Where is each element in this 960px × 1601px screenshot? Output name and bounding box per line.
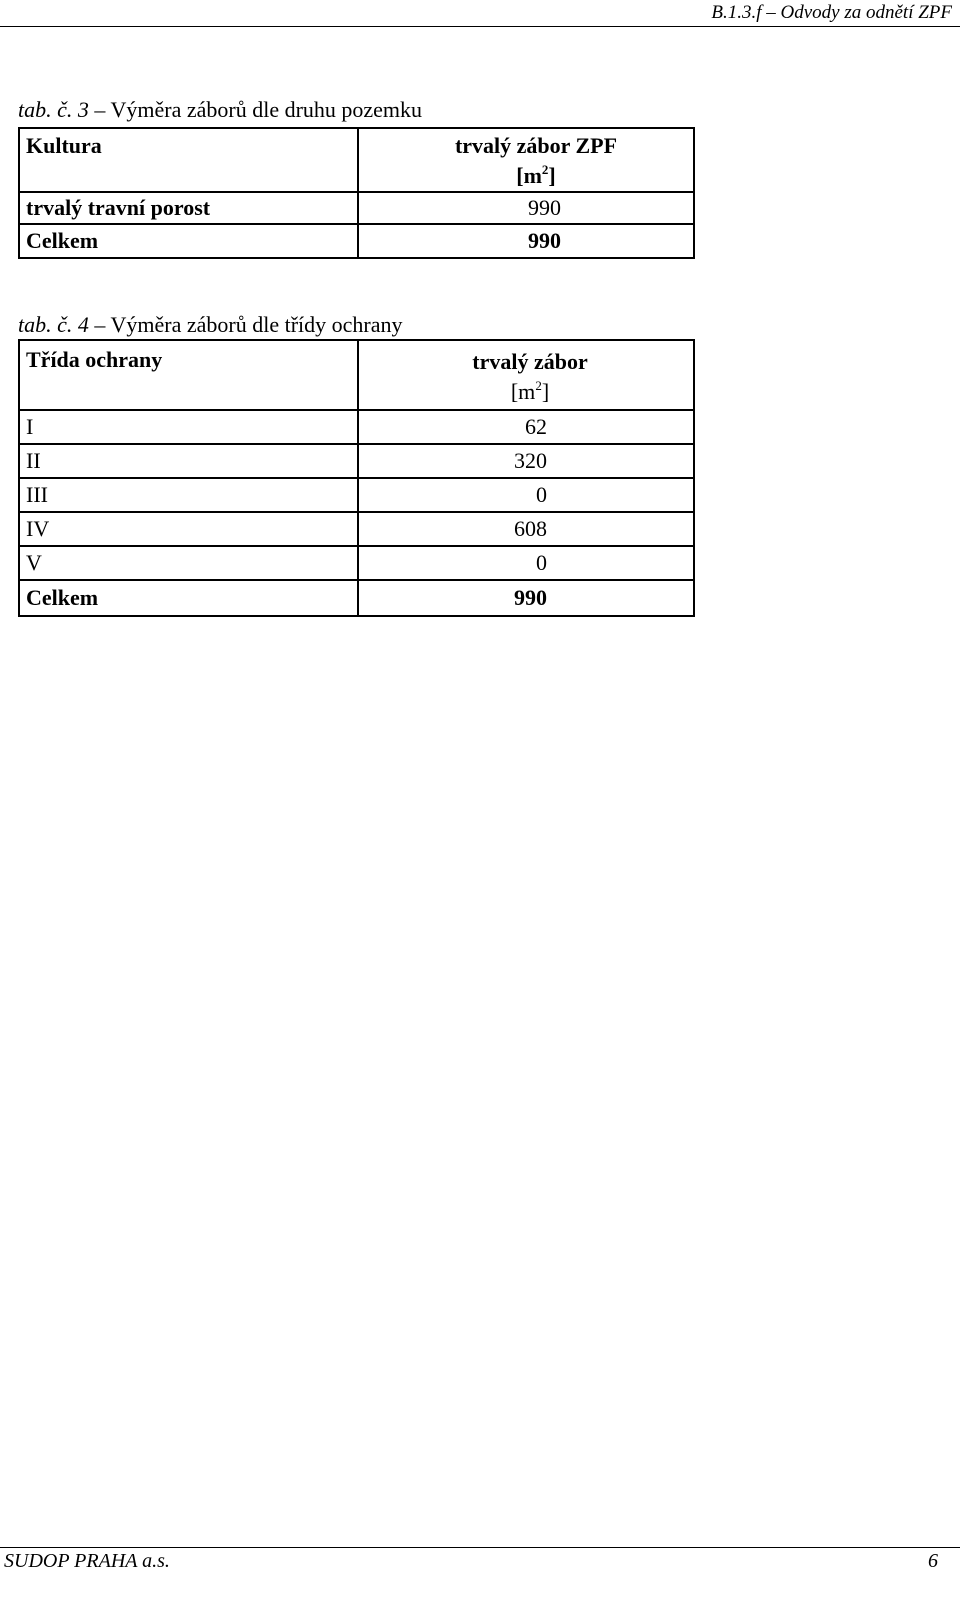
- table4: [18, 339, 695, 617]
- table4-unit-sup: 2: [535, 378, 542, 393]
- footer-company: SUDOP PRAHA a.s.: [4, 1550, 170, 1572]
- table-row: [19, 546, 694, 580]
- table4-row-value: 0: [358, 546, 694, 580]
- table4-row-value: 320: [358, 444, 694, 478]
- table4-col2-header: [358, 340, 694, 410]
- table4-row-value: 608: [358, 512, 694, 546]
- table3-total-row: [19, 224, 694, 258]
- table3-unit-sup: 2: [541, 162, 549, 177]
- table3-unit-prefix: [m: [516, 163, 542, 188]
- table3-col1-header: Kultura: [19, 128, 358, 192]
- table4-row-label: V: [19, 546, 358, 580]
- table4-caption-number: tab. č. 4: [18, 312, 89, 337]
- table3-caption-text: – Výměra záborů dle druhu pozemku: [88, 97, 423, 122]
- table3-col2-header: [358, 128, 694, 192]
- table-row: [19, 478, 694, 512]
- table3-caption-number: tab. č. 3: [18, 97, 89, 122]
- table4-caption: [18, 312, 403, 338]
- table4-row-label: I: [19, 410, 358, 444]
- table4-total-label: Celkem: [19, 580, 358, 616]
- table4-caption-text: – Výměra záborů dle třídy ochrany: [88, 312, 403, 337]
- table4-col2-header-unit: [365, 377, 687, 407]
- table4-header-row: [19, 340, 694, 410]
- table3-row-label: trvalý travní porost: [19, 192, 358, 224]
- table3: [18, 127, 695, 259]
- table-row: [19, 512, 694, 546]
- table3-row-value: 990: [358, 192, 694, 224]
- table-row: [19, 444, 694, 478]
- table3-header-row: [19, 128, 694, 192]
- table4-row-label: IV: [19, 512, 358, 546]
- table3-total-value: 990: [358, 224, 694, 258]
- table4-row-label: III: [19, 478, 358, 512]
- table-row: [19, 410, 694, 444]
- table4-total-value: 990: [358, 580, 694, 616]
- table4-total-row: [19, 580, 694, 616]
- table4-row-value: 0: [358, 478, 694, 512]
- table4-col2-header-title: trvalý zábor: [472, 349, 588, 374]
- table3-total-label: Celkem: [19, 224, 358, 258]
- table3-col2-header-title: trvalý zábor ZPF: [454, 133, 618, 158]
- footer-page-number: 6: [928, 1550, 938, 1572]
- table4-row-label: II: [19, 444, 358, 478]
- table-row: [19, 192, 694, 224]
- page-header: [0, 0, 960, 27]
- page-footer: [0, 1547, 960, 1572]
- table4-row-value: 62: [358, 410, 694, 444]
- table3-caption: [18, 97, 422, 123]
- table3-col2-header-unit: [365, 161, 687, 191]
- table4-unit-prefix: [m: [510, 379, 536, 404]
- table3-unit-suffix: ]: [548, 163, 556, 188]
- table4-col1-header: Třída ochrany: [19, 340, 358, 410]
- table4-unit-suffix: ]: [541, 379, 550, 404]
- header-title: B.1.3.f – Odvody za odnětí ZPF: [711, 2, 952, 23]
